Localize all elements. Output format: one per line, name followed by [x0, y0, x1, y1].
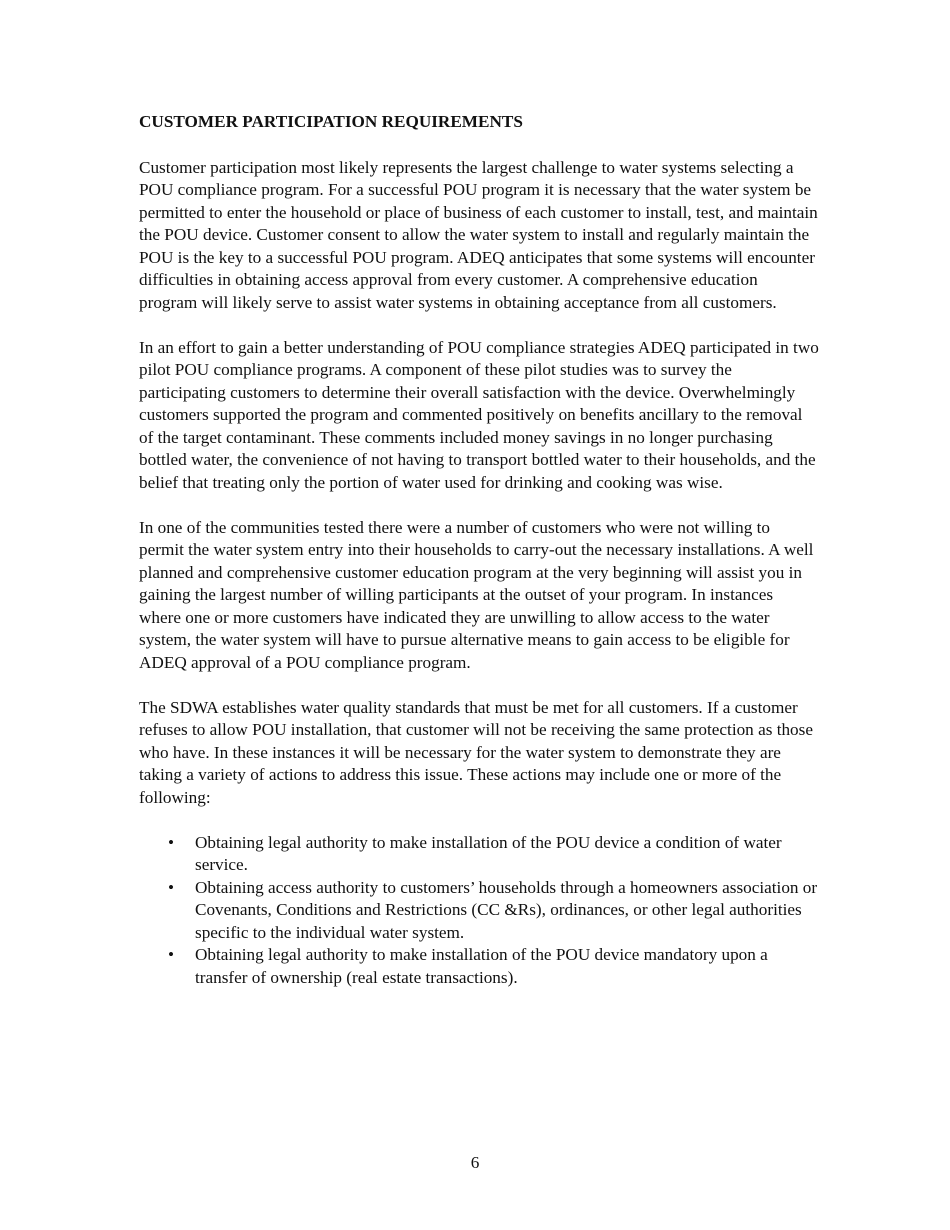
list-item-text: Obtaining access authority to customers’ households through a homeowners association or Covenants, Conditions and Restrictions (CC &Rs), ordinances, or other legal authorities specific to the individual water system. [195, 877, 818, 942]
bullet-icon: • [168, 945, 175, 964]
document-page [139, 111, 819, 989]
paragraph-pilot-programs: In an effort to gain a better understanding of POU compliance strategies ADEQ participated in two pilot POU compliance programs. A component of these pilot studies was to survey the participating customers to determine their overall satisfaction with the device. Overwhelmingly customers supported the program and commented positively on benefits ancillary to the removal of the target contaminant. These comments included money savings in no longer purchasing bottled water, the convenience of not having to transport bottled water to their households, and the belief that treating only the portion of water used for drinking and cooking was wise. [139, 337, 819, 492]
paragraph-customer-participation: Customer participation most likely represents the largest challenge to water systems selecting a POU compliance program. For a successful POU program it is necessary that the water system be permitted to enter the household or place of business of each customer to install, test, and maintain the POU device. Customer consent to allow the water system to install and regularly maintain the POU is the key to a successful POU program. ADEQ anticipates that some systems will encounter difficulties in obtaining access approval from every customer. A comprehensive education program will likely serve to assist water systems in obtaining acceptance from all customers. [139, 157, 818, 312]
paragraph-unwilling-customers: In one of the communities tested there were a number of customers who were not willing to permit the water system entry into their households to carry-out the necessary installations. A well planned and comprehensive customer education program at the very beginning will assist you in gaining the largest number of willing participants at the outset of your program. In instances where one or more customers have indicated they are unwilling to allow access to the water system, the water system will have to pursue alternative means to gain access to be eligible for ADEQ approval of a POU compliance program. [139, 517, 814, 672]
list-item [139, 944, 819, 989]
list-item-text: Obtaining legal authority to make installation of the POU device mandatory upon a transfer of ownership (real estate transactions). [195, 945, 768, 987]
list-item-text: Obtaining legal authority to make installation of the POU device a condition of water service. [195, 832, 782, 874]
bullet-icon: • [168, 877, 175, 897]
list-item [139, 832, 819, 877]
bullet-icon: • [168, 832, 175, 852]
list-item [139, 877, 819, 945]
page-number: 6 [470, 1153, 480, 1172]
actions-bullet-list [139, 832, 819, 990]
paragraph-sdwa-standards: The SDWA establishes water quality standards that must be met for all customers. If a customer refuses to allow POU installation, that customer will not be receiving the same protection as those who have. In these instances it will be necessary for the water system to demonstrate they are taking a variety of actions to address this issue. These actions may include one or more of the following: [139, 697, 813, 807]
section-heading: CUSTOMER PARTICIPATION REQUIREMENTS [139, 112, 523, 131]
